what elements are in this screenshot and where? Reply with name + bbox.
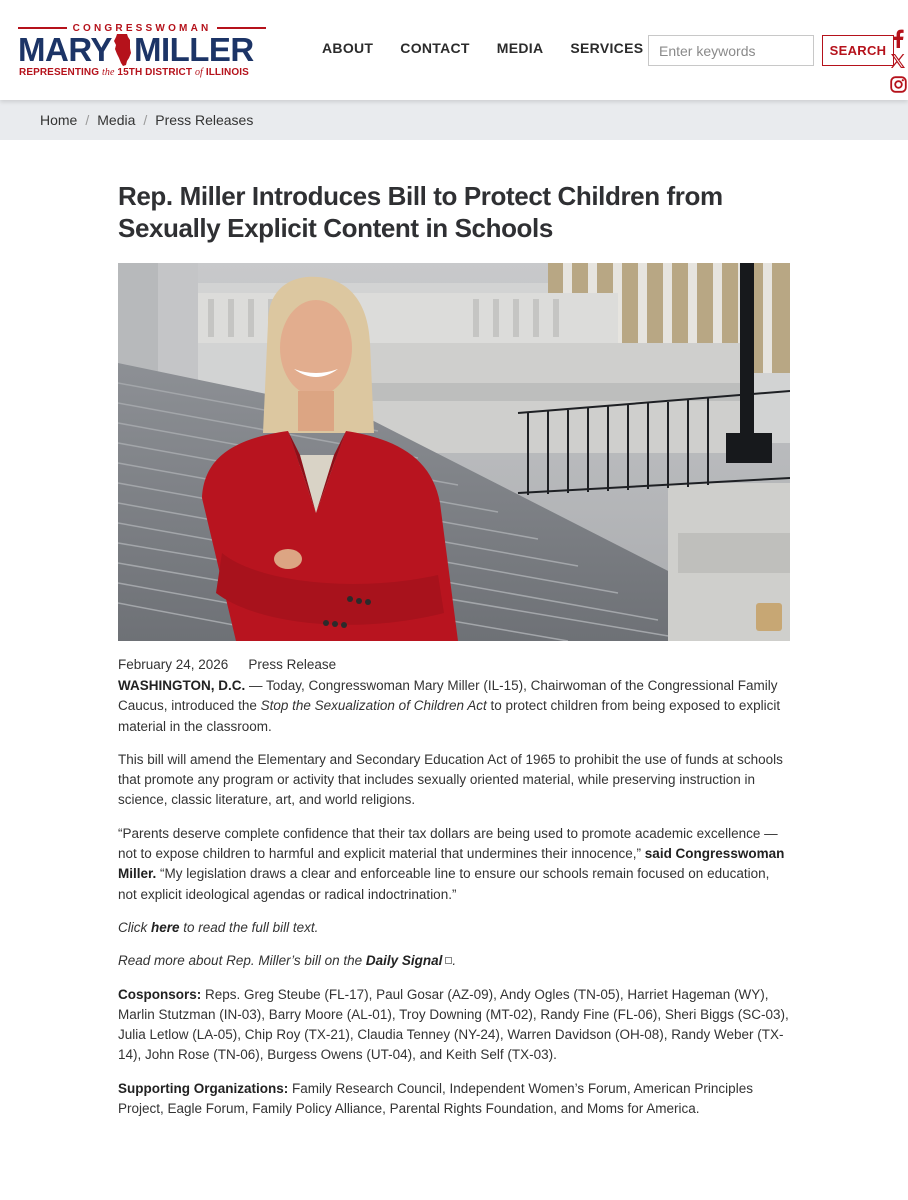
search-button[interactable]: SEARCH: [822, 35, 894, 66]
bill-text-link[interactable]: here: [151, 919, 180, 935]
daily-signal-prefix: Read more about Rep. Miller’s bill on the: [118, 953, 366, 969]
bill-name: Stop the Sexualization of Children Act: [260, 698, 487, 714]
article-title: Rep. Miller Introduces Bill to Protect Children from Sexually Explicit Content in Schools: [118, 181, 723, 243]
nav-contact[interactable]: CONTACT: [400, 40, 470, 56]
article-date: February 24, 2026: [118, 657, 229, 672]
intro-text: — Today, Congresswoman Mary Miller (IL-15), Chairwoman of the Congressional Family Caucus, introduced the: [118, 678, 778, 714]
dateline: WASHINGTON, D.C.: [118, 678, 246, 693]
breadcrumb-press-releases: Press Releases: [155, 112, 254, 128]
search-input[interactable]: [648, 35, 814, 66]
paragraph-bill-link: [118, 918, 790, 938]
x-icon: [890, 53, 906, 69]
site-header: [0, 0, 908, 100]
breadcrumb-home[interactable]: Home: [40, 112, 78, 128]
logo-rule-left: [18, 27, 67, 29]
daily-signal-suffix: .: [452, 953, 457, 969]
logo-rule-right: [217, 27, 266, 29]
quote-attribution: said Congresswoman Miller.: [118, 846, 785, 882]
logo-tagline-part: REPRESENTING: [19, 67, 100, 78]
main-nav: [322, 40, 643, 56]
breadcrumb-separator: /: [143, 112, 148, 128]
intro-text-end: to protect children from being exposed to explicit material in the classroom.: [118, 698, 781, 734]
paragraph-quote: [118, 824, 790, 905]
cosponsors-label: Cosponsors:: [118, 986, 202, 1002]
daily-signal-link[interactable]: Daily Signal: [365, 953, 443, 969]
nav-services[interactable]: SERVICES: [570, 40, 644, 56]
paragraph-intro: [118, 676, 790, 737]
nav-about[interactable]: ABOUT: [322, 40, 374, 56]
bill-link-prefix: Click: [118, 919, 151, 935]
logo-tagline: [19, 67, 249, 78]
instagram-icon: [890, 76, 907, 93]
cosponsors-list: Reps. Greg Steube (FL-17), Paul Gosar (AZ-09), Andy Ogles (TN-05), Harriet Hageman (WY), Marlin Stutzman (IN-03), Barry Moore (AL-01), Troy Downing (MT-02), Randy Fine (FL-06), Sheri Biggs (SC-03), Julia Letlow (LA-05), Chip Roy (TX-21), Claudia Tenney (NY-24), Warren Davidson (OH-08), Randy Weber (TX-14), John Rose (TN-06), Burgess Owens (UT-04), and Keith Self (TX-03).: [118, 986, 789, 1063]
illinois-state-icon: [114, 34, 132, 66]
x-link[interactable]: [888, 51, 908, 71]
logo-name: [18, 33, 270, 67]
organizations-label: Supporting Organizations:: [118, 1080, 289, 1096]
instagram-link[interactable]: [888, 74, 908, 94]
breadcrumb: [40, 112, 253, 128]
logo-tagline-part: 15TH DISTRICT: [117, 67, 193, 78]
paragraph-cosponsors: [118, 985, 790, 1066]
facebook-link[interactable]: [888, 28, 908, 48]
logo-title: CONGRESSWOMAN: [72, 22, 212, 34]
logo-tagline-part: the: [102, 67, 115, 78]
paragraph-bill-summary: This bill will amend the Elementary and Secondary Education Act of 1965 to prohibit the use of funds at schools that promote any program or activity that includes sexually oriented material, while preserving instruction in science, classic literature, art, and world religions.: [118, 751, 783, 808]
article-body: [118, 676, 790, 1132]
logo-tagline-part: ILLINOIS: [205, 67, 249, 78]
article-hero-image: [118, 263, 790, 641]
logo-last-name: MILLER: [133, 31, 254, 68]
breadcrumb-separator: /: [85, 112, 90, 128]
article-category: Press Release: [248, 657, 337, 672]
quote-part-1: “Parents deserve complete confidence that their tax dollars are being used to promote academic excellence — not to expose children to harmful and explicit material that undermines their innocence,”: [118, 825, 778, 862]
breadcrumb-media[interactable]: Media: [97, 112, 136, 128]
nav-media[interactable]: MEDIA: [496, 40, 544, 56]
bill-link-suffix: to read the full bill text.: [179, 919, 319, 935]
facebook-icon: [892, 29, 904, 48]
quote-part-2: “My legislation draws a clear and enforceable line to ensure our schools remain focused on education, not explicit ideological agendas or radical indoctrination.”: [118, 866, 770, 902]
breadcrumb-bar: [0, 100, 908, 140]
logo-tagline-part: of: [194, 67, 203, 78]
organizations-list: Family Research Council, Independent Women’s Forum, American Principles Project, Eagle Forum, Family Policy Alliance, Parental Rights Foundation, and Moms for America.: [118, 1080, 753, 1117]
article-meta: [118, 657, 336, 672]
paragraph-daily-signal: [118, 951, 790, 971]
paragraph-organizations: [118, 1079, 790, 1120]
site-logo[interactable]: [18, 22, 270, 80]
logo-first-name: MARY: [18, 31, 112, 68]
